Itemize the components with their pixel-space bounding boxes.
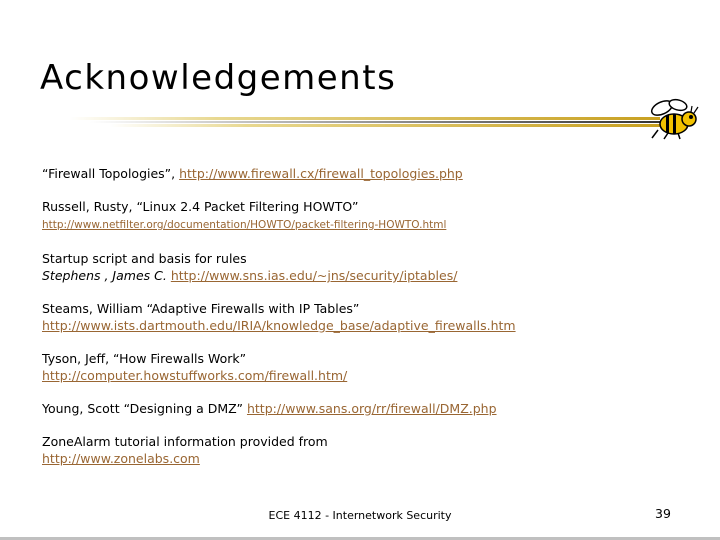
reference-text: ZoneAlarm tutorial information provided from: [42, 434, 328, 449]
reference-line: [42, 433, 662, 450]
reference-line: [42, 450, 662, 467]
reference-line: [42, 198, 662, 215]
reference-entry: [42, 250, 662, 284]
reference-line: [42, 250, 662, 267]
reference-line: [42, 300, 662, 317]
page-number: 39: [655, 506, 671, 521]
title-underline: [0, 0, 720, 140]
reference-text: Russell, Rusty, “Linux 2.4 Packet Filtering HOWTO”: [42, 199, 359, 214]
reference-link[interactable]: http://www.netfilter.org/documentation/HOWTO/packet-filtering-HOWTO.html: [42, 219, 447, 231]
reference-entry: [42, 433, 662, 467]
reference-link[interactable]: http://www.ists.dartmouth.edu/IRIA/knowledge_base/adaptive_firewalls.htm: [42, 318, 516, 333]
reference-line: [42, 267, 662, 284]
reference-line: [42, 165, 662, 182]
reference-text: Startup script and basis for rules: [42, 251, 247, 266]
reference-entry: [42, 300, 662, 334]
reference-text: Young, Scott “Designing a DMZ”: [42, 401, 247, 416]
course-footer: ECE 4112 - Internetwork Security: [268, 509, 452, 522]
reference-link[interactable]: http://computer.howstuffworks.com/firewall.htm/: [42, 368, 348, 383]
reference-text: Tyson, Jeff, “How Firewalls Work”: [42, 351, 247, 366]
reference-entry: [42, 400, 662, 417]
reference-line: [42, 317, 662, 334]
reference-link[interactable]: http://www.sans.org/rr/firewall/DMZ.php: [246, 401, 497, 416]
reference-line: [42, 215, 662, 234]
reference-entry: [42, 165, 662, 182]
references-list: [42, 165, 662, 483]
reference-entry: [42, 350, 662, 384]
yellowjacket-bee-icon: [648, 98, 700, 140]
reference-line: [42, 400, 662, 417]
reference-line: [42, 367, 662, 384]
reference-text: Steams, William “Adaptive Firewalls with IP Tables”: [42, 301, 360, 316]
reference-text: “Firewall Topologies”,: [42, 166, 180, 181]
reference-link[interactable]: http://www.sns.ias.edu/~jns/security/iptables/: [170, 268, 458, 283]
reference-author: Stephens , James C.: [42, 268, 167, 283]
slide-title: Acknowledgements: [40, 58, 397, 98]
reference-line: [42, 350, 662, 367]
reference-link[interactable]: http://www.firewall.cx/firewall_topologies.php: [179, 166, 463, 181]
slide-footer: [0, 509, 720, 522]
reference-link[interactable]: http://www.zonelabs.com: [42, 451, 200, 466]
reference-entry: [42, 198, 662, 234]
